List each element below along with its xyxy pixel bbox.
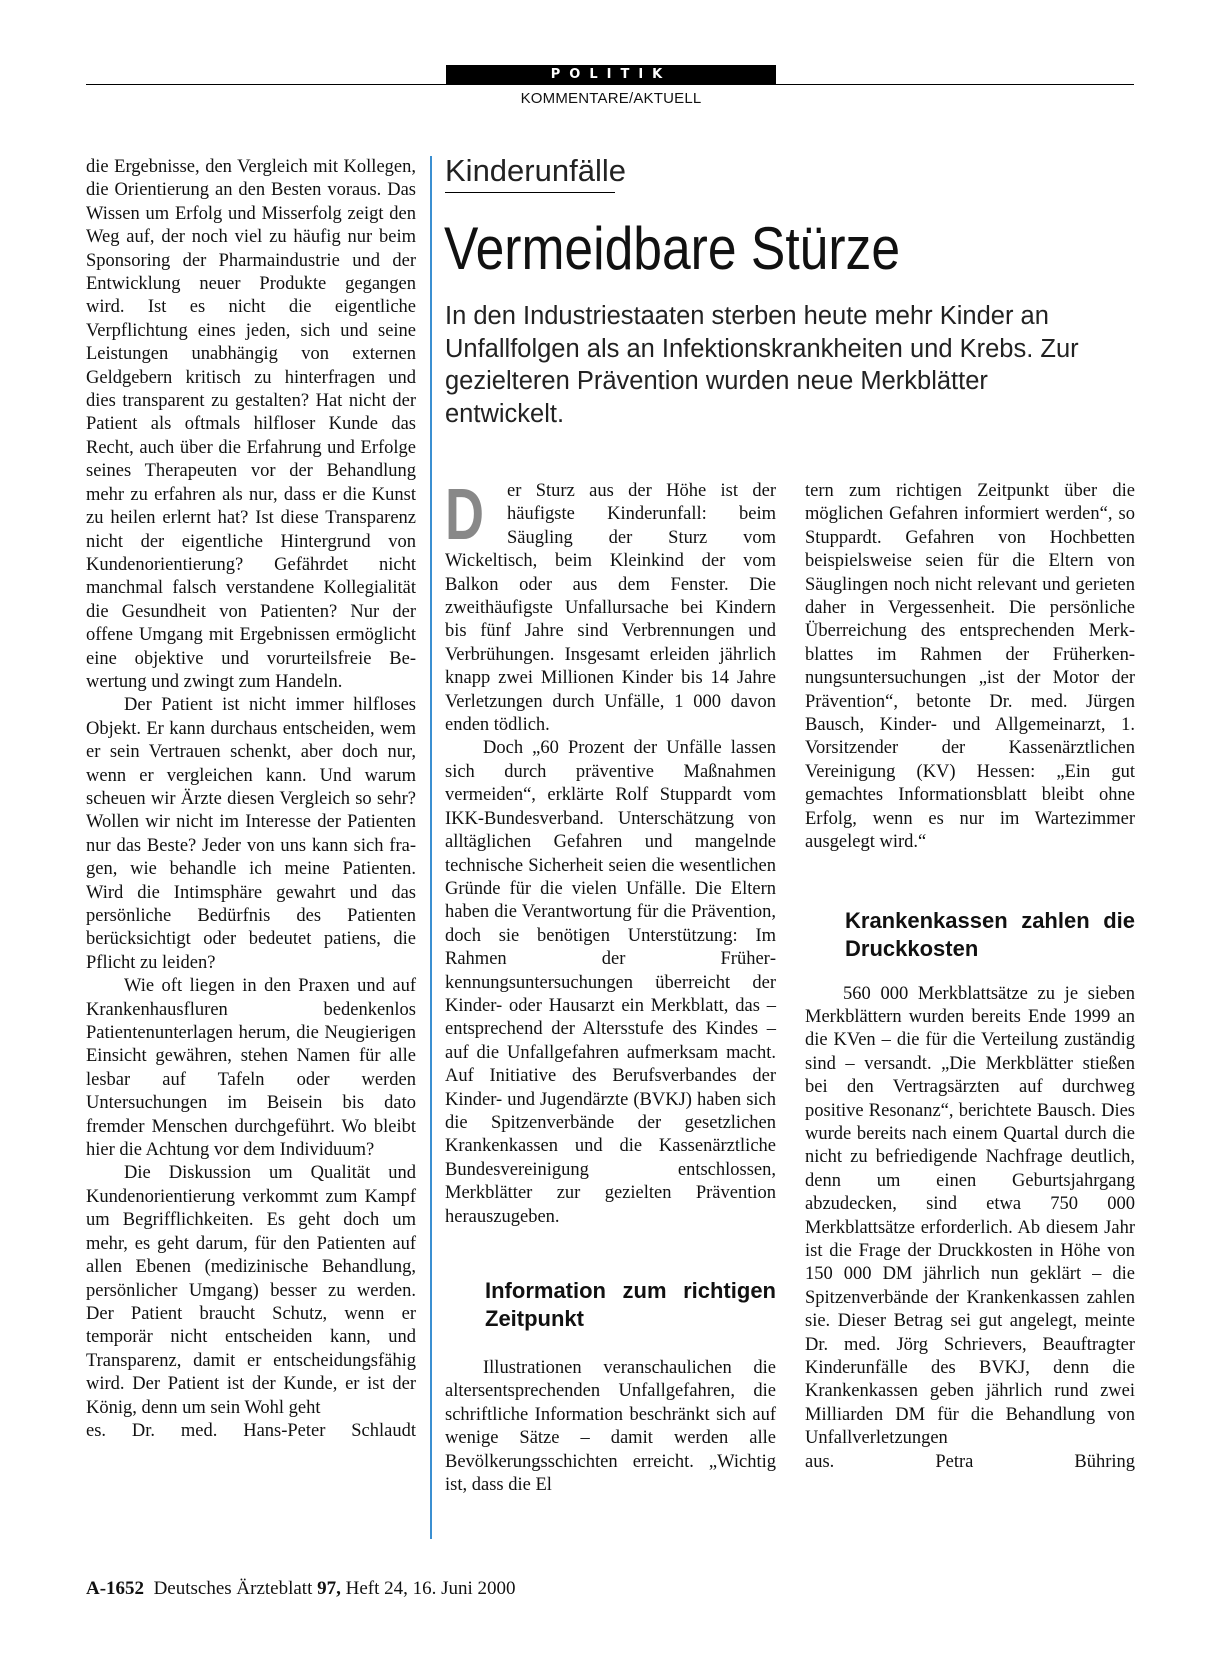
page-footer	[86, 1578, 516, 1600]
commentary-paragraph: Wie oft liegen in den Praxen und auf Krankenhausfluren bedenkenlos Patientenunterlagen herum, die Neugierigen Einsicht gewähren, stehen Namen für alle lesbar auf Tafeln oder werden Untersuchungen im Beisein bis dato fremder Menschen durchgeführt. Wo bleibt hier die Achtung vor dem Individuum?	[86, 976, 416, 1161]
article-paragraph	[445, 475, 776, 737]
article-last-word: aus.	[805, 1451, 835, 1472]
article-paragraph: Illustrationen veranschaulichen die altersentsprechenden Unfallgefahren, die schriftliche Information beschränkt sich auf wenige Sätze – damit werden alle Bevölkerungsschichten erreicht. „Wichtig ist, dass die El	[445, 1358, 776, 1496]
article-lead: In den Industriestaaten sterben heute mehr Kinder an Unfallfolgen als an Infektionskrankheiten und Krebs. Zur gezielteren Prävention wurden neue Merkblätter entwickelt.	[445, 302, 1079, 428]
author-line	[805, 1451, 1135, 1474]
kicker-underline	[445, 192, 615, 193]
issue-date: Heft 24, 16. Juni 2000	[345, 1578, 516, 1599]
article-column-1	[445, 475, 776, 1497]
subheading-information: Information zum richtigen Zeitpunkt	[485, 1278, 776, 1331]
article-paragraph: 560 000 Merkblattsätze zu je sieben Merkblättern wurden bereits Ende 1999 an die KVen – die für die Verteilung zuständig sind – versandt. „Die Merkblätter stießen bei den Vertragsärzten auf durchweg positive Resonanz“, berichtete Bausch. Dies wurde bereits nach einem Quartal durch die nicht zu befriedigende Nachfrage deutlich, denn um einen Geburtsjahrgang abzudecken, sind etwa 750 000 Merkblattsätze erforderlich. Ab diesem Jahr ist die Frage der Druckkosten in Höhe von 150 000 DM jährlich nun geklärt – die Spitzenverbände der Krankenkassen zahlen sie. Dieser Betrag sei gut angelegt, meinte Dr. med. Jörg Schrievers, Beauftragter Kinderunfälle des BVKJ, denn die Krankenkassen geben jährlich rund zwei Milliarden DM für die Behandlung von Unfallverletzungen	[805, 983, 1135, 1449]
subsection-label: KOMMENTARE/AKTUELL	[520, 90, 702, 107]
article-paragraph: Doch „60 Prozent der Unfälle lassen sich durch präventive Maßnahmen vermeiden“, erklärte Rolf Stuppardt vom IKK-Bundesverband. Unterschätzung von alltäglichen Gefahren und mangelnde technische Sicherheit seien die wesentlichen Gründe für die vielen Unfälle. Die Eltern haben die Verantwortung für die Prävention, doch sie benötigen Unterstützung: Im Rahmen der Früherkennungsuntersuchungen überreicht der Kinder- oder Hausarzt ein Merkblatt, das – entsprechend der Altersstufe des Kindes – auf die Unfallgefahren aufmerksam macht. Auf Initiative des Berufsverbandes der Kinder- und Jugendärzte (BVKJ) haben sich die Spitzenverbände der gesetzlichen Krankenkassen und die Kassenärztliche Bundesvereinigung entschlossen, Merkblätter zur gezielten Prävention herauszugeben.	[445, 738, 776, 1227]
section-label: POLITIK	[446, 65, 776, 85]
journal-name: Deutsches Ärzteblatt	[153, 1578, 313, 1599]
column-divider	[430, 156, 432, 1539]
signature-line	[86, 1420, 416, 1443]
journal-volume: 97,	[317, 1578, 341, 1599]
subheading-druckkosten: Krankenkassen zahlen die Druckkosten	[845, 907, 1135, 961]
article-kicker: Kinderunfälle	[445, 153, 626, 188]
commentary-paragraph: die Ergebnisse, den Vergleich mit Kollegen, die Orientierung an den Besten voraus. Das Wissen um Erfolg und Misserfolg zeigt den Weg auf, der noch viel zu häufig nur beim Sponsoring der Pharmaindustrie und der Entwicklung neuer Produkte gegangen wird. Ist es nicht die eigentliche Verpflichtung eines jeden, sich und seine Leistungen unabhängig von externen Geldgebern kritisch zu hinterfragen und dies transparent zu gestalten? Hat nicht der Patient als oftmals hilfloser Kunde das Recht, auch über die Erfahrung und Erfolge seines Therapeuten vor der Behandlung mehr zu erfahren als nur, dass er die Kunst zu heilen erlernt hat? Ist diese Transparenz nicht der eigentliche Hintergrund von Kundenorientierung? Gefährdet nicht manchmal falsch verstandene Kollegialität die Gesundheit von Patienten? Nur der offene Umgang mit Ergebnissen ermöglicht eine objektive und vorurteilsfreie Bewertung und zwingt zum Handeln.	[86, 157, 416, 692]
article-column-2	[805, 480, 1135, 1474]
commentary-column	[86, 156, 416, 1443]
commentary-paragraph: Die Diskussion um Qualität und Kundenorientierung verkommt zum Kampf um Begrifflichkeiten. Es geht doch um mehr, es geht darum, für den Patienten auf allen Ebenen (medizinische Behandlung, persönlicher Umgang) besser zu werden. Der Patient braucht Schutz, wenn er temporär nicht entscheiden kann, und Transparenz, damit er entscheidungsfähig wird. Der Patient ist der Kunde, er ist der König, denn um sein Wohl geht	[86, 1163, 416, 1418]
article-paragraph: tern zum richtigen Zeitpunkt über die möglichen Gefahren informiert werden“, so Stuppardt. Gefahren von Hochbetten beispielsweise seien für die Eltern von Säuglingen noch nicht relevant und gerieten daher in Vergessenheit. Die persönliche Überreichung des entsprechenden Merkblattes im Rahmen der Früherkennungsuntersuchungen „ist der Motor der Prävention“, betonte Dr. med. Jürgen Bausch, Kinder- und Allgemeinarzt, 1. Vorsitzender der Kassenärztlichen Vereinigung (KV) Hessen: „Ein gut gemachtes Informationsblatt bleibt ohne Erfolg, wenn es nur im Wartezimmer ausgelegt wird.“	[805, 481, 1135, 853]
article-paragraph-text: er Sturz aus der Höhe ist der häufigste Kinderunfall: beim Säugling der Sturz vom Wickeltisch, beim Kleinkind der vom Balkon oder aus dem Fenster. Die zweithäufigste Unfallursache bei Kindern bis fünf Jahre sind Verbrennungen und Verbrühungen. Insgesamt erleiden jährlich knapp zwei Millionen Kinder bis 14 Jahre Verletzungen durch Unfälle, 1 000 davon enden tödlich.	[445, 481, 776, 736]
drop-cap: D	[445, 475, 484, 555]
article-title: Vermeidbare Stürze	[444, 215, 901, 282]
article-author: Petra Bühring	[935, 1451, 1136, 1472]
commentary-last-word: es.	[86, 1420, 107, 1441]
commentary-paragraph: Der Patient ist nicht immer hilfloses Objekt. Er kann durchaus entscheiden, wem er sein Vertrauen schenkt, aber doch nur, wenn er vergleichen kann. Und warum scheuen wir Ärzte diesen Vergleich so sehr? Wollen wir nicht im Interesse der Patienten nur das Beste? Jeder von uns kann sich fragen, wie behandle ich meine Patienten. Wird die Intimsphäre gewahrt und das persönliche Bedürfnis des Patienten berücksichtigt oder bedeutet patiens, die Pflicht zu leiden?	[86, 695, 416, 973]
page-number: A-1652	[86, 1578, 145, 1599]
commentary-signature: Dr. med. Hans-Peter Schlaudt	[131, 1420, 416, 1441]
